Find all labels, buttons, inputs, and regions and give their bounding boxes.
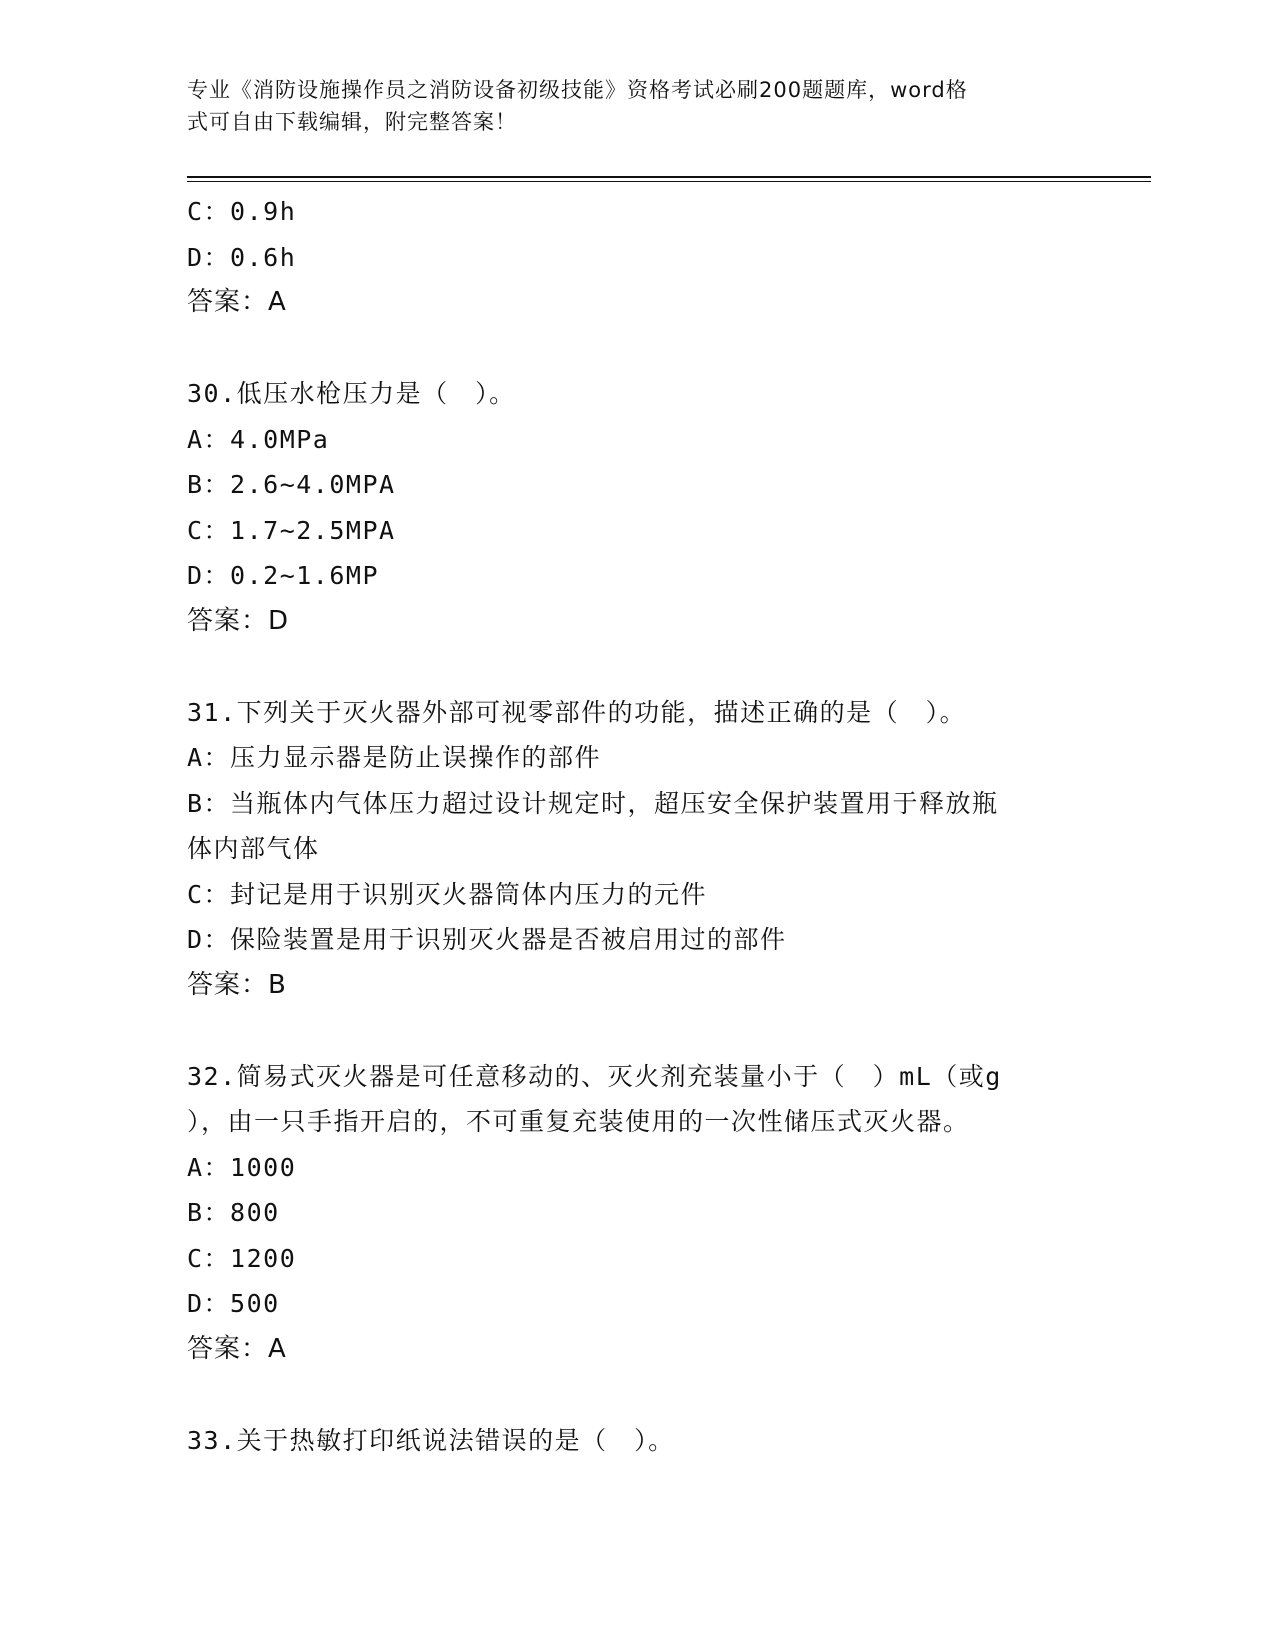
option-c: C：0.9h (187, 197, 297, 226)
option-a: A：4.0MPa (187, 424, 330, 454)
question-stem: 32.简易式灭火器是可任意移动的、灭火剂充装量小于（ ）mL（或g (187, 1061, 1002, 1091)
answer-line: 答案：A (187, 287, 287, 317)
option-b: B：800 (187, 1198, 280, 1227)
question-stem: 33.关于热敏打印纸说法错误的是（ ）。 (187, 1425, 675, 1455)
option-a: A：压力显示器是防止误操作的部件 (187, 743, 602, 772)
option-c: C：1.7~2.5MPA (187, 515, 396, 545)
option-b: B：2.6~4.0MPA (187, 470, 396, 499)
question-list (187, 189, 1087, 1463)
answer-line: 答案：B (187, 969, 287, 1000)
option-d: D：0.2~1.6MP (187, 561, 380, 590)
spacer (187, 326, 1087, 372)
spacer (187, 1008, 1087, 1054)
option-d: D：保险装置是用于识别灭火器是否被启用过的部件 (187, 925, 787, 954)
option-a: A：1000 (187, 1152, 297, 1182)
option-c: C：1200 (187, 1243, 297, 1273)
spacer (187, 1372, 1087, 1418)
option-d: D：0.6h (187, 242, 297, 272)
question-31 (187, 690, 1087, 1009)
spacer (187, 644, 1087, 690)
question-stem: 31.下列关于灭火器外部可视零部件的功能，描述正确的是（ ）。 (187, 697, 967, 727)
header-divider-thick (187, 176, 1151, 178)
option-c: C：封记是用于识别灭火器筒体内压力的元件 (187, 879, 708, 909)
header-line-1: 专业《消防设施操作员之消防设备初级技能》资格考试必刷200题题库，word格 (187, 78, 968, 102)
document-header (187, 74, 1077, 138)
question-stem-continuation: ），由一只手指开启的，不可重复充装使用的一次性储压式灭火器。 (187, 1107, 970, 1136)
header-divider-thin (187, 181, 1151, 182)
option-b-continuation: 体内部气体 (187, 834, 320, 863)
question-30 (187, 371, 1087, 644)
option-d: D：500 (187, 1289, 280, 1318)
question-33 (187, 1418, 1087, 1464)
answer-line: 答案：D (187, 605, 290, 636)
header-line-2: 式可自由下载编辑，附完整答案！ (187, 110, 517, 134)
question-stem: 30.低压水枪压力是（ ）。 (187, 379, 516, 408)
question-29-tail (187, 189, 1087, 326)
answer-line: 答案：A (187, 1333, 287, 1364)
question-32 (187, 1054, 1087, 1373)
option-b: B：当瓶体内气体压力超过设计规定时，超压安全保护装置用于释放瓶 (187, 788, 999, 818)
